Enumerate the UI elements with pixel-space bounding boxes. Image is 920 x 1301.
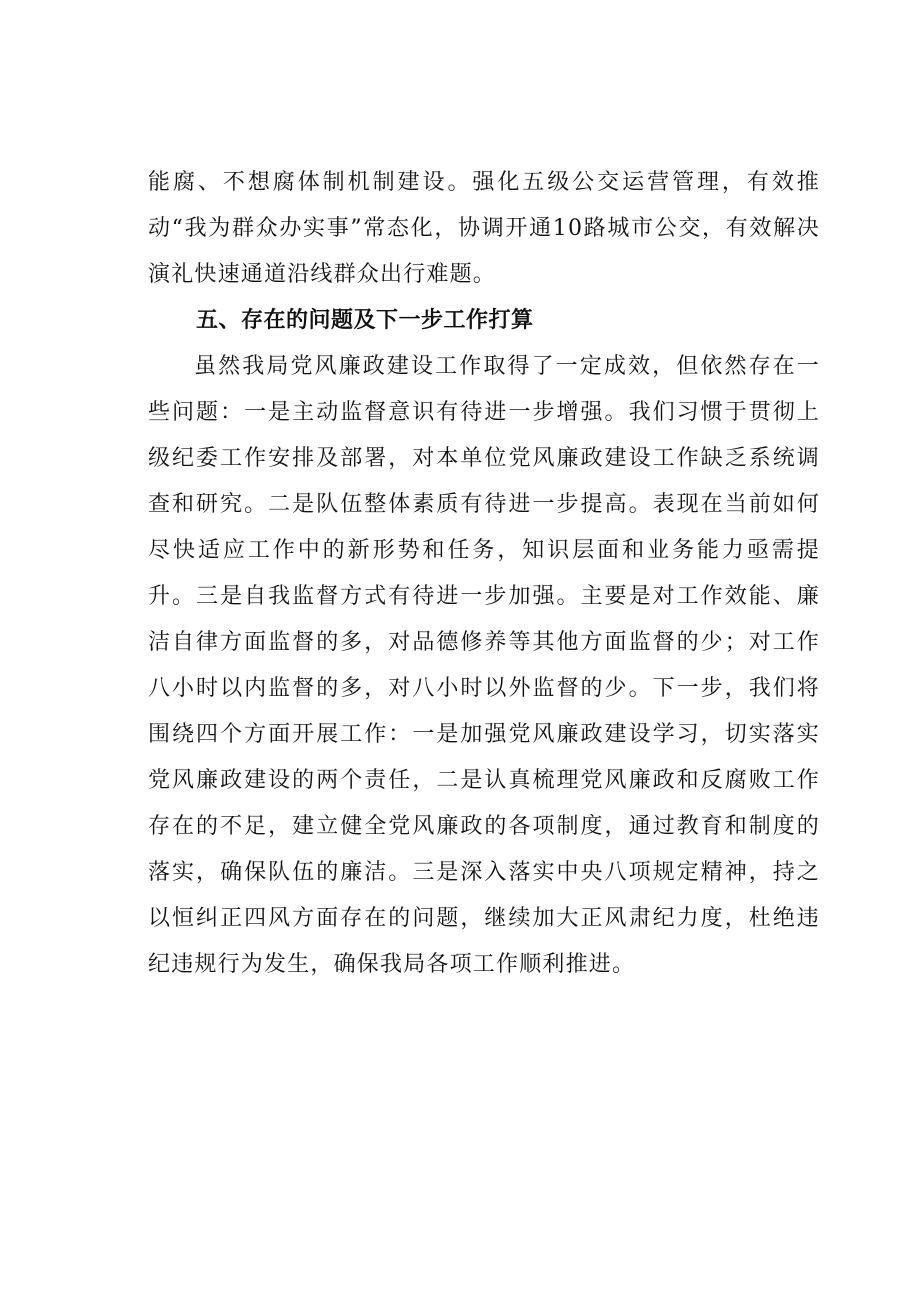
section-heading: 五、存在的问题及下一步工作打算	[196, 308, 534, 333]
paragraph-problems-and-plans: 虽然我局党风廉政建设工作取得了一定成效，但依然存在一些问题：一是主动监督意识有待进一步增强。我们习惯于贯彻上级纪委工作安排及部署，对本单位党风廉政建设工作缺乏系统调查和研究。二是队伍整体素质有待进一步提高。表现在当前如何尽快适应工作中的新形势和任务，知识层面和业务能力亟需提升。三是自我监督方式有待进一步加强。主要是对工作效能、廉洁自律方面监督的多，对品德修养等其他方面监督的少；对工作八小时以内监督的多，对八小时以外监督的少。下一步，我们将围绕四个方面开展工作：一是加强党风廉政建设学习，切实落实党风廉政建设的两个责任，二是认真梳理党风廉政和反腐败工作存在的不足，建立健全党风廉政的各项制度，通过教育和制度的落实，确保队伍的廉洁。三是深入落实中央八项规定精神，持之以恒纠正四风方面存在的问题，继续加大正风肃纪力度，杜绝违纪违规行为发生，确保我局各项工作顺利推进。	[148, 354, 820, 977]
paragraph-continued: 能腐、不想腐体制机制建设。强化五级公交运营管理，有效推动“我为群众办实事”常态化，协调开通10路城市公交，有效解决演礼快速通道沿线群众出行难题。	[148, 170, 820, 287]
document-body	[148, 160, 820, 988]
